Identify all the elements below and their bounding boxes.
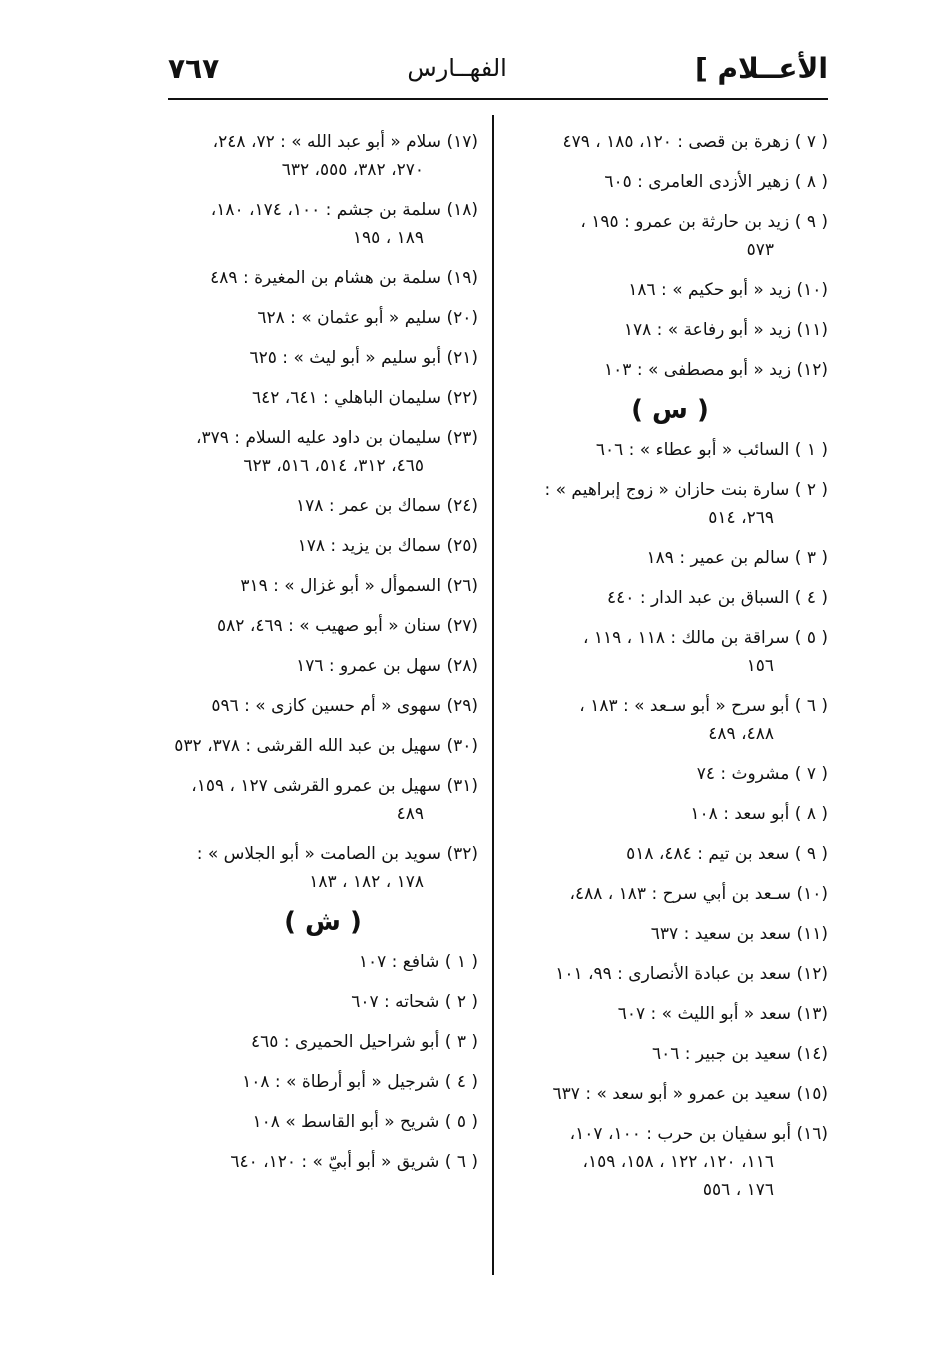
entry-continuation: ٢٦٩، ٥١٤: [708, 508, 774, 528]
index-entry: [512, 920, 828, 948]
entry-text: ( ٨ ) أبو سعد : ١٠٨: [690, 804, 828, 824]
index-entry: [512, 880, 828, 908]
index-entry: [168, 732, 478, 760]
header-section-title: الأعــلام ]: [694, 51, 828, 85]
entry-text: (١٠) زيد « أبو حكيم » : ١٨٦: [628, 280, 828, 300]
page-header: [168, 40, 828, 96]
index-entry: [512, 208, 828, 264]
entry-text: (٢٤) سماك بن عمر : ١٧٨: [296, 496, 478, 516]
entry-text: (١١) سعد بن سعيد : ٦٣٧: [650, 924, 828, 944]
index-entry: [512, 436, 828, 464]
entry-continuation: ١٧٨ ، ١٨٢ ، ١٨٣: [309, 872, 424, 892]
index-entry: [512, 800, 828, 828]
section-heading: ( س ): [631, 395, 709, 425]
entry-text: (٢٠) سليم « أبو عثمان » : ٦٢٨: [257, 308, 478, 328]
entry-text: (٢٩) سهوى « أم حسين كازى » : ٥٩٦: [211, 696, 478, 716]
right-column: [512, 128, 828, 1216]
entry-text: (٣٠) سهيل بن عبد الله القرشى : ٣٧٨، ٥٣٢: [174, 736, 478, 756]
entry-text: ( ٨ ) زهير الأزدى العامرى : ٦٠٥: [604, 172, 828, 192]
index-entry: [512, 544, 828, 572]
entry-text: (١٥) سعيد بن عمرو « أبو سعد » : ٦٣٧: [552, 1084, 828, 1104]
entry-continuation: ١٧٦ ، ٥٥٦: [702, 1180, 774, 1200]
entry-text: (١٨) سلمة بن جشم : ١٠٠، ١٧٤، ١٨٠،: [210, 200, 478, 220]
page-number: ٧٦٧: [168, 51, 220, 85]
column-divider: [492, 115, 494, 1275]
entry-text: ( ٥ ) سراقة بن مالك : ١١٨ ، ١١٩ ،: [582, 628, 828, 648]
entry-text: (١١) زيد « أبو رفاعة » : ١٧٨: [623, 320, 828, 340]
index-entry: [168, 384, 478, 412]
entry-text: ( ٩ ) سعد بن تيم : ٤٨٤، ٥١٨: [626, 844, 828, 864]
index-entry: [512, 1080, 828, 1108]
entry-text: (١٠) سـعد بن أبي سرح : ١٨٣ ، ٤٨٨،: [569, 884, 828, 904]
index-entry: [168, 692, 478, 720]
entry-continuation: ٤٦٥، ٣١٢، ٥١٤، ٥١٦، ٦٢٣: [243, 456, 424, 476]
index-entry: [512, 1040, 828, 1068]
index-entry: [168, 948, 478, 976]
entry-text: ( ٦ ) شريق « أبو أبيّ » : ١٢٠، ٦٤٠: [230, 1152, 478, 1172]
index-entry: [168, 612, 478, 640]
index-entry: [168, 492, 478, 520]
entry-continuation: ١٨٩ ، ١٩٥: [352, 228, 424, 248]
index-entry: [168, 344, 478, 372]
index-entry: [168, 652, 478, 680]
index-entry: [512, 692, 828, 748]
index-entry: [168, 128, 478, 184]
index-entry: [512, 1120, 828, 1204]
entry-text: ( ٣ ) سالم بن عمير : ١٨٩: [646, 548, 828, 568]
header-index-title: الفهــارس: [407, 54, 507, 82]
entry-text: (١٦) أبو سفيان بن حرب : ١٠٠، ١٠٧،: [569, 1124, 828, 1144]
entry-continuation: ٥٧٣: [746, 240, 774, 260]
entry-text: (٢٥) سماك بن يزيد : ١٧٨: [297, 536, 478, 556]
entry-continuation: ١٥٦: [746, 656, 774, 676]
entry-text: ( ٧ ) زهرة بن قصى : ١٢٠، ١٨٥ ، ٤٧٩: [562, 132, 828, 152]
index-entry: [168, 1108, 478, 1136]
index-entry: [512, 584, 828, 612]
index-entry: [512, 840, 828, 868]
entry-text: ( ٤ ) شرجيل « أبو أرطاة » : ١٠٨: [242, 1072, 478, 1092]
entry-text: ( ٢ ) شحاته : ٦٠٧: [351, 992, 478, 1012]
entry-text: (٣٢) سويد بن الصامت « أبو الجلاس » :: [196, 844, 478, 864]
entry-text: (٢٦) السموأل « أبو غزال » : ٣١٩: [240, 576, 478, 596]
entry-continuation: ٤٨٨، ٤٨٩: [708, 724, 774, 744]
entry-text: (٢٢) سليمان الباهلي : ٦٤١، ٦٤٢: [251, 388, 478, 408]
index-entry: [168, 304, 478, 332]
index-entry: [168, 840, 478, 896]
index-entry: [168, 988, 478, 1016]
entry-text: (١٧) سلام « أبو عبد الله » : ٧٢، ٢٤٨،: [212, 132, 478, 152]
section-heading: ( ش ): [284, 907, 362, 937]
entry-text: (٢٧) سنان « أبو صهيب » : ٤٦٩، ٥٨٢: [217, 616, 478, 636]
entry-text: (١٢) سعد بن عبادة الأنصارى : ٩٩، ١٠١: [555, 964, 828, 984]
index-entry: [512, 476, 828, 532]
index-entry: [168, 572, 478, 600]
entry-text: ( ٥ ) شريح « أبو القاسط » ١٠٨: [252, 1112, 478, 1132]
index-entry: [168, 772, 478, 828]
entry-text: (١٣) سعد « أبو الليث » : ٦٠٧: [617, 1004, 828, 1024]
entry-text: ( ٩ ) زيد بن حارثة بن عمرو : ١٩٥ ،: [580, 212, 828, 232]
index-entry: [512, 168, 828, 196]
index-entry: [512, 1000, 828, 1028]
entry-text: ( ٤ ) السباق بن عبد الدار : ٤٤٠: [607, 588, 828, 608]
index-entry: [512, 128, 828, 156]
index-entry: [168, 264, 478, 292]
entry-text: (٢٨) سهل بن عمرو : ١٧٦: [296, 656, 478, 676]
entry-text: ( ٢ ) سارة بنت حازان « زوج إبراهيم » :: [544, 480, 828, 500]
entry-text: (٢٣) سليمان بن داود عليه السلام : ٣٧٩،: [196, 428, 478, 448]
index-entry: [168, 1028, 478, 1056]
entry-text: (٣١) سهيل بن عمرو القرشى ١٢٧ ، ١٥٩،: [191, 776, 478, 796]
index-entry: [168, 1068, 478, 1096]
entry-text: (١٢) زيد « أبو مصطفى » : ١٠٣: [604, 360, 828, 380]
header-rule: [168, 98, 828, 100]
entry-continuation: ٤٨٩: [396, 804, 424, 824]
index-entry: [512, 960, 828, 988]
entry-text: ( ٣ ) أبو شراحيل الحميرى : ٤٦٥: [251, 1032, 478, 1052]
entry-text: ( ١ ) شافع : ١٠٧: [358, 952, 478, 972]
entry-text: (١٤) سعيد بن جبير : ٦٠٦: [651, 1044, 828, 1064]
entry-text: ( ١ ) السائب « أبو عطاء » : ٦٠٦: [595, 440, 828, 460]
index-entry: [168, 424, 478, 480]
index-entry: [168, 532, 478, 560]
entry-text: ( ٦ ) أبو سرح « أبو سـعد » : ١٨٣ ،: [579, 696, 828, 716]
entry-text: (٢١) أبو سليم « أبو ليث » : ٦٢٥: [249, 348, 478, 368]
index-entry: [512, 316, 828, 344]
entry-continuation: ٢٧٠، ٣٨٢، ٥٥٥، ٦٣٢: [281, 160, 424, 180]
entry-text: ( ٧ ) مشروث : ٧٤: [696, 764, 828, 784]
index-entry: [512, 356, 828, 384]
index-entry: [512, 760, 828, 788]
index-entry: [168, 1148, 478, 1176]
index-entry: [512, 624, 828, 680]
entry-text: (١٩) سلمة بن هشام بن المغيرة : ٤٨٩: [210, 268, 478, 288]
index-entry: [168, 196, 478, 252]
left-column: [168, 128, 478, 1188]
index-entry: [512, 276, 828, 304]
entry-continuation: ١١٦، ١٢٠، ١٢٢ ، ١٥٨، ١٥٩،: [582, 1152, 774, 1172]
